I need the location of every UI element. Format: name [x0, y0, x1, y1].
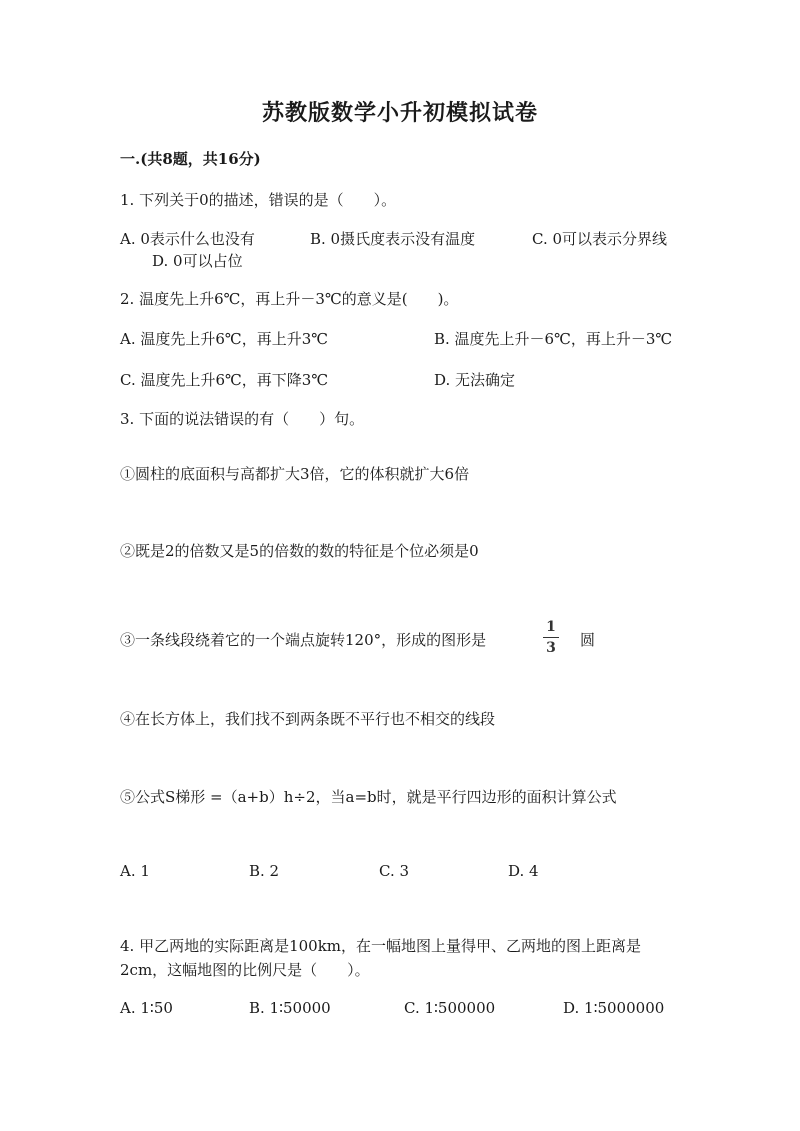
fraction-one-third — [541, 620, 561, 655]
question-1-stem: 1. 下列关于0的描述，错误的是（ ）。 — [120, 191, 397, 209]
q4-option-a: A. 1∶50 — [120, 999, 173, 1017]
q4-option-d: D. 1∶5000000 — [563, 999, 665, 1017]
question-3-stem: 3. 下面的说法错误的有（ ）句。 — [120, 410, 365, 428]
q1-option-c: C. 0可以表示分界线 — [532, 230, 668, 248]
q4-option-b: B. 1∶50000 — [249, 999, 331, 1017]
q2-option-c: C. 温度先上升6℃，再下降3℃ — [120, 371, 329, 389]
section-header: 一.(共8题，共16分) — [120, 150, 261, 168]
question-4-stem-line-2: 2cm，这幅地图的比例尺是（ ）。 — [120, 961, 370, 979]
page-title: 苏教版数学小升初模拟试卷 — [261, 100, 538, 126]
fraction-bar — [543, 637, 559, 638]
q3-option-b: B. 2 — [249, 862, 280, 880]
question-4-stem-line-1: 4. 甲乙两地的实际距离是100km，在一幅地图上量得甲、乙两地的图上距离是 — [120, 937, 642, 955]
q3-option-a: A. 1 — [120, 862, 150, 880]
question-2-stem: 2. 温度先上升6℃，再上升－3℃的意义是( )。 — [120, 290, 459, 308]
q2-option-d: D. 无法确定 — [434, 371, 516, 389]
q3-statement-2: ②既是2的倍数又是5的倍数的数的特征是个位必须是0 — [120, 542, 479, 560]
q3-statement-3: ③一条线段绕着它的一个端点旋转120°，形成的图形是 — [120, 631, 487, 649]
q3-statement-1: ①圆柱的底面积与高都扩大3倍，它的体积就扩大6倍 — [120, 465, 470, 483]
q1-option-a: A. 0表示什么也没有 — [120, 230, 255, 248]
q2-option-a: A. 温度先上升6℃，再上升3℃ — [120, 330, 329, 348]
q2-option-b: B. 温度先上升－6℃，再上升－3℃ — [434, 330, 673, 348]
q1-option-d: D. 0可以占位 — [152, 252, 243, 270]
fraction-denominator: 3 — [546, 640, 556, 656]
q4-option-c: C. 1∶500000 — [404, 999, 496, 1017]
q3-statement-3-suffix: 圆 — [580, 631, 596, 649]
q3-statement-4: ④在长方体上，我们找不到两条既不平行也不相交的线段 — [120, 710, 496, 728]
q3-option-d: D. 4 — [508, 862, 539, 880]
fraction-numerator: 1 — [546, 619, 556, 635]
q1-option-b: B. 0摄氏度表示没有温度 — [310, 230, 476, 248]
q3-statement-5: ⑤公式S梯形 =（a+b）h÷2，当a=b时，就是平行四边形的面积计算公式 — [120, 788, 617, 806]
q3-option-c: C. 3 — [379, 862, 410, 880]
